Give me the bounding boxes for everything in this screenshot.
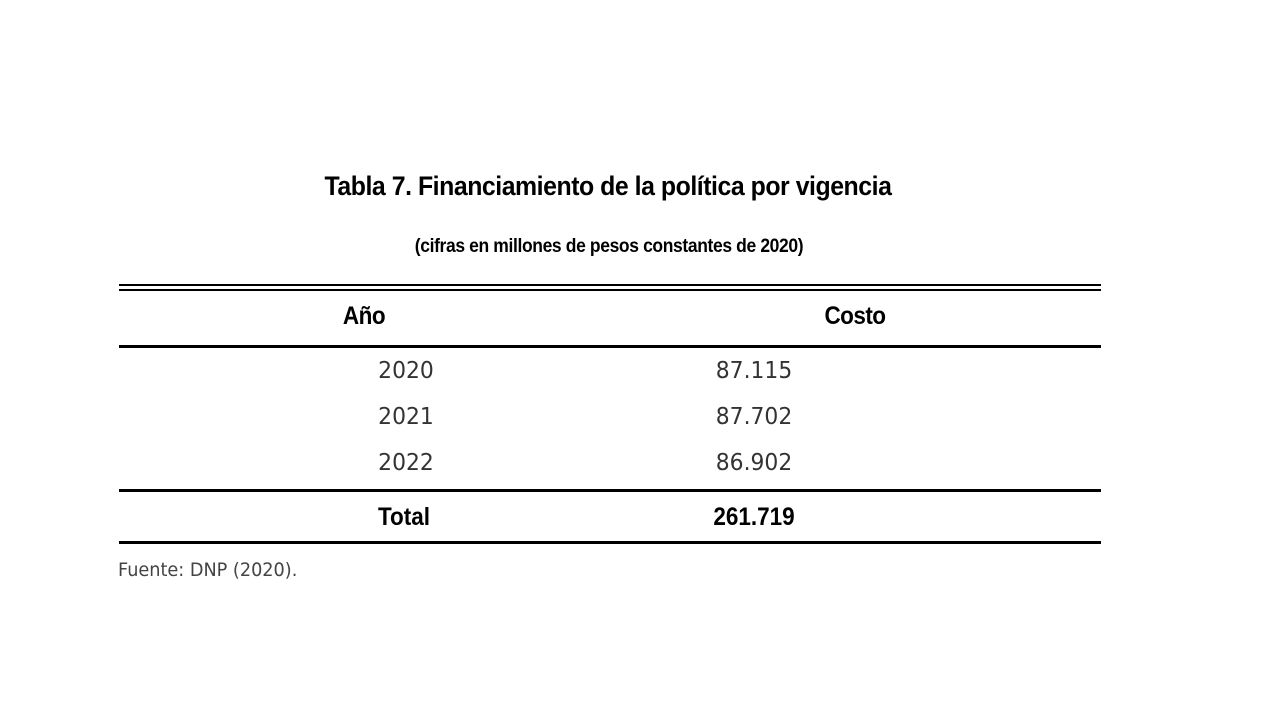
column-header-year: Año xyxy=(342,302,386,330)
table-title: Tabla 7. Financiamiento de la política por vigencia xyxy=(324,171,892,201)
table-cell-cost: 87.702 xyxy=(715,404,793,430)
total-value: 261.719 xyxy=(713,503,795,531)
table-cell-year: 2022 xyxy=(378,450,434,476)
table-top-rule-inner xyxy=(119,289,1101,291)
table-subtitle: (cifras en millones de pesos constantes de 2020) xyxy=(414,236,804,257)
column-header-cost: Costo xyxy=(824,302,886,330)
total-label: Total xyxy=(377,503,431,531)
header-rule xyxy=(119,345,1101,348)
table-cell-year: 2020 xyxy=(378,358,434,384)
source-note: Fuente: DNP (2020). xyxy=(118,559,298,581)
table-cell-year: 2021 xyxy=(378,404,434,430)
table-cell-cost: 87.115 xyxy=(715,358,793,384)
total-rule xyxy=(119,489,1101,492)
table-top-rule-outer xyxy=(119,284,1101,286)
table-bottom-rule xyxy=(119,541,1101,544)
table-cell-cost: 86.902 xyxy=(715,450,793,476)
